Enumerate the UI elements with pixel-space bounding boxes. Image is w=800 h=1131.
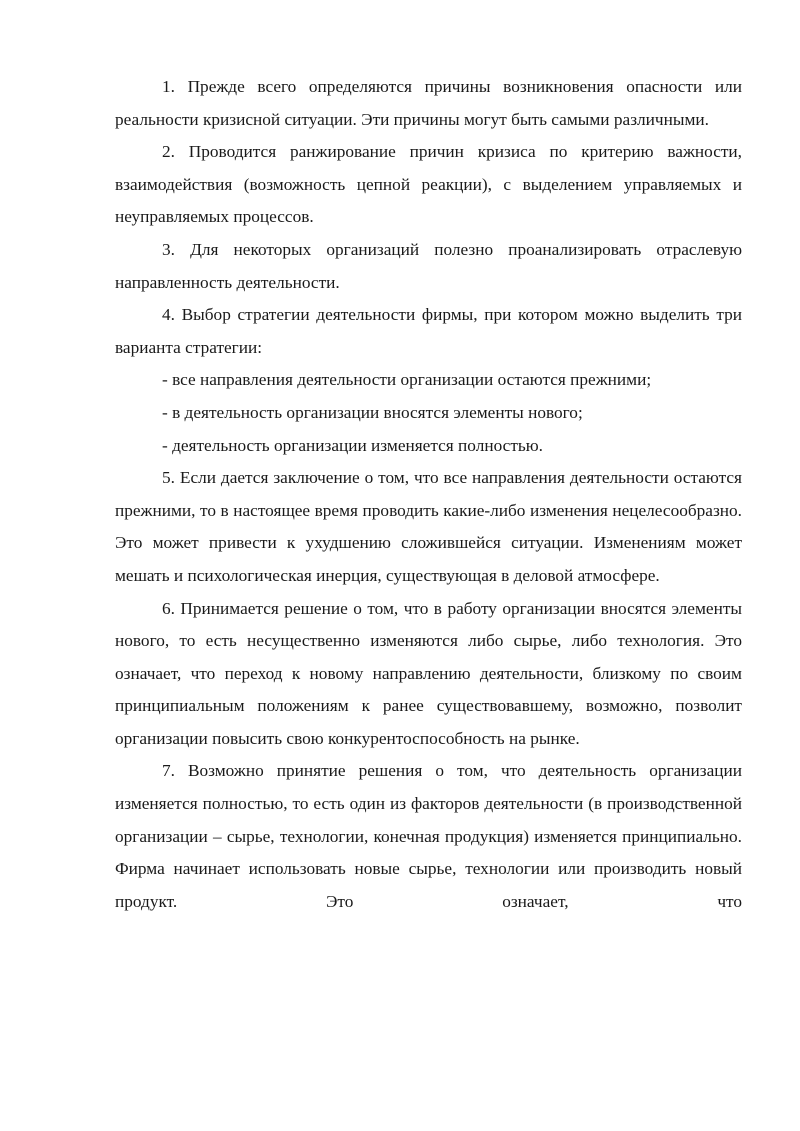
paragraph-6: 6. Принимается решение о том, что в работу организации вносятся элементы нового, то есть несущественно изменяются либо сырье, либо технология. Это означает, что переход к новому направлению деятельности, близкому по своим принципиальным положениям к ранее существовавшему, возможно, позволит организации повысить свою конкурентоспособность на рынке. bbox=[115, 598, 742, 748]
paragraph-5: 5. Если дается заключение о том, что все направления деятельности остаются прежними, то в настоящее время проводить какие-либо изменения нецелесообразно. Это может привести к ухудшению сложившейся ситуации. Изменениям может мешать и психологическая инерция, существующая в деловой атмосфере. bbox=[115, 468, 742, 585]
list-item-2: - в деятельность организации вносятся элементы нового; bbox=[162, 402, 583, 422]
paragraph-7: 7. Возможно принятие решения о том, что деятельность организации изменяется полностью, то есть один из факторов деятельности (в производственной организации – сырье, технологии, конечная продукция) изменяется принципиально. Фирма начинает использовать новые сырье, технологии или производить новый продукт. Это означает, что bbox=[115, 761, 742, 911]
list-item-1: - все направления деятельности организации остаются прежними; bbox=[162, 370, 652, 390]
paragraph-3: 3. Для некоторых организаций полезно проанализировать отраслевую направленность деятельности. bbox=[115, 239, 742, 292]
document-page bbox=[115, 71, 742, 918]
paragraph-2: 2. Проводится ранжирование причин кризиса по критерию важности, взаимодействия (возможность цепной реакции), с выделением управляемых и неуправляемых процессов. bbox=[115, 142, 742, 227]
paragraph-1: 1. Прежде всего определяются причины возникновения опасности или реальности кризисной ситуации. Эти причины могут быть самыми различными. bbox=[115, 77, 742, 129]
list-item-3: - деятельность организации изменяется полностью. bbox=[162, 435, 543, 455]
paragraph-4: 4. Выбор стратегии деятельности фирмы, при котором можно выделить три варианта стратегии: bbox=[115, 305, 742, 357]
